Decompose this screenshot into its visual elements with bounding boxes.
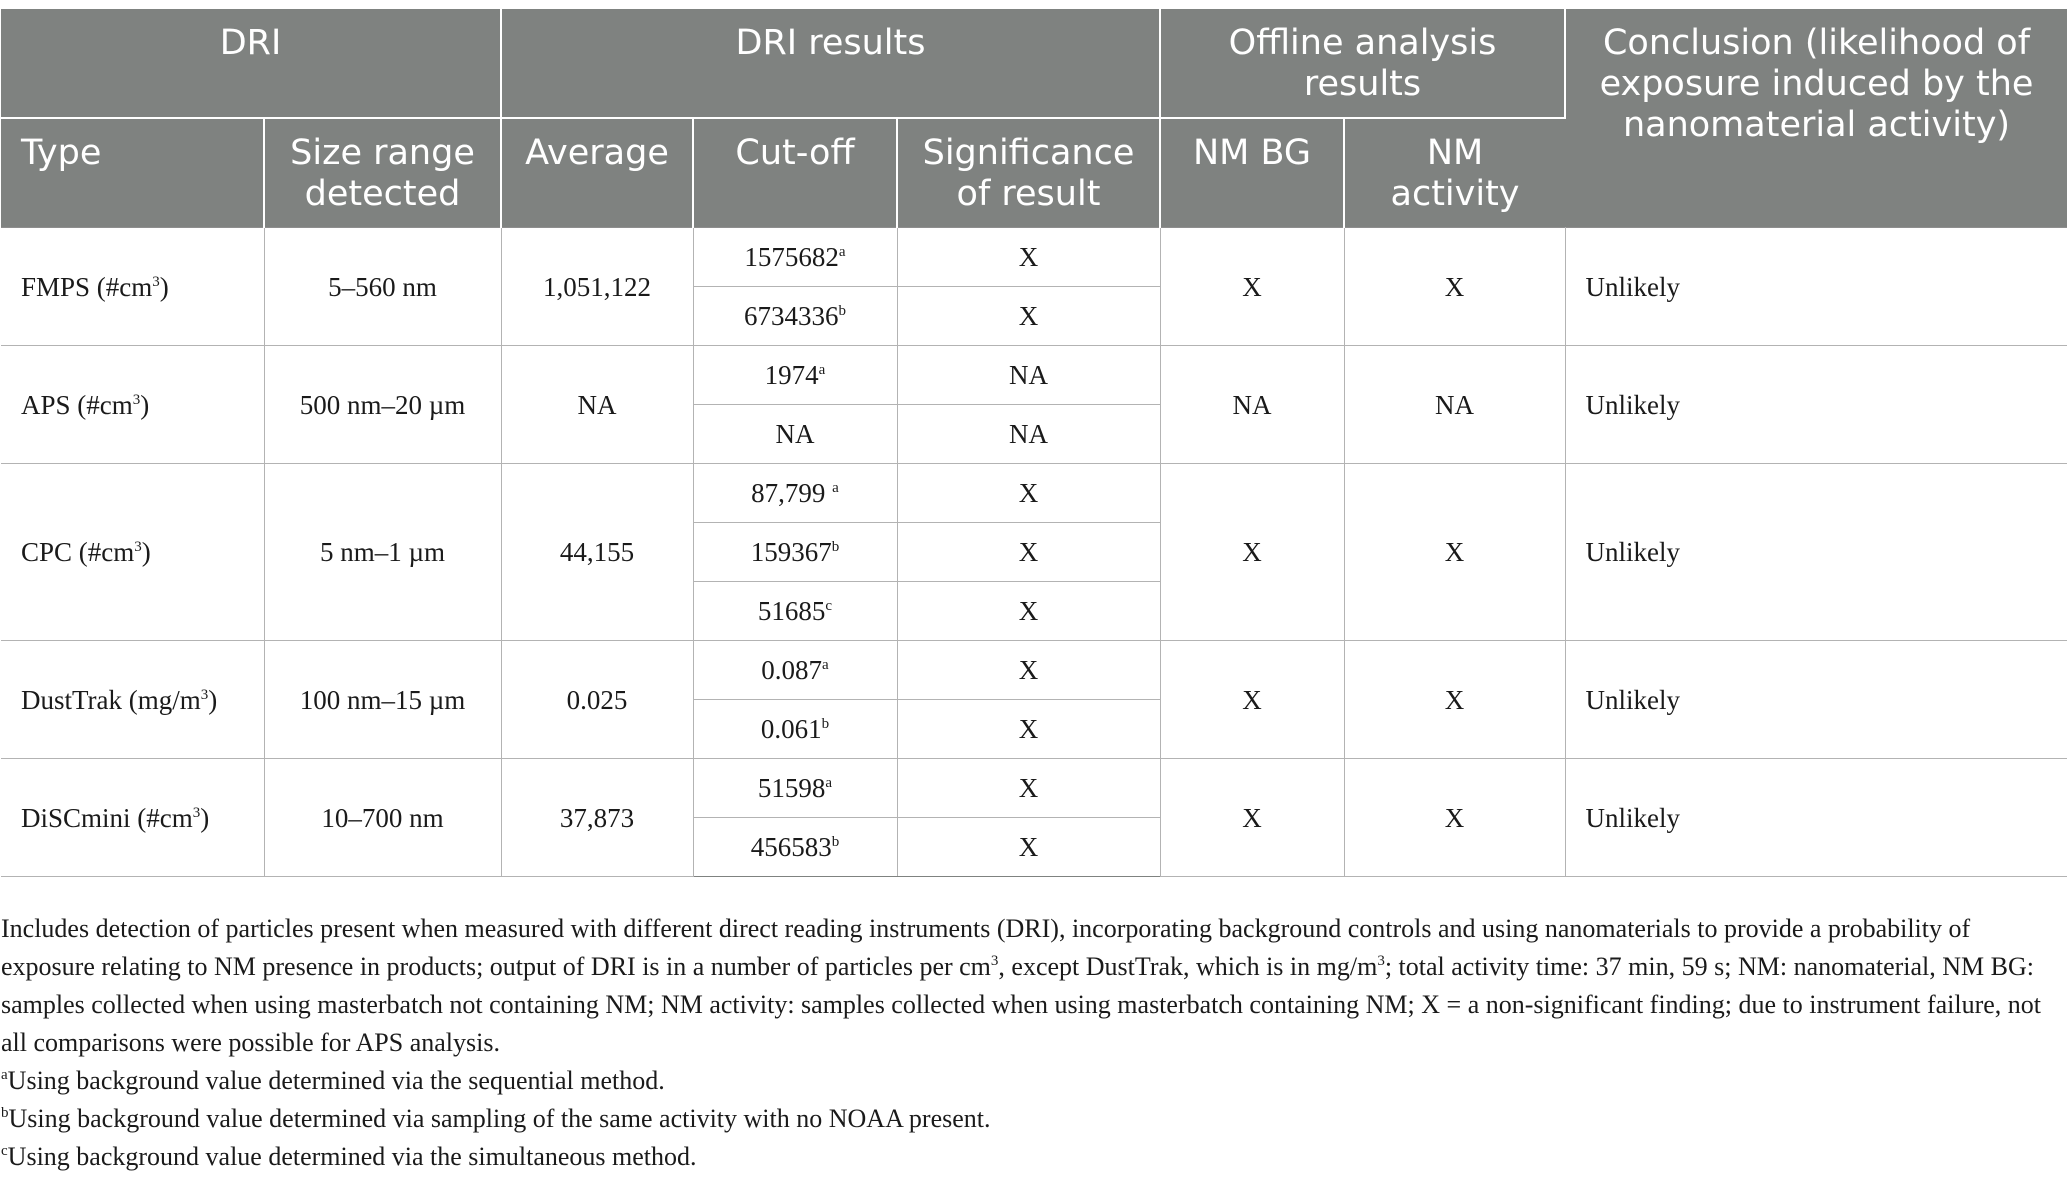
- cell-cutoff: 51598$^a$: [693, 759, 897, 818]
- table-row: [1, 759, 2067, 818]
- cell-average: 44,155: [501, 464, 693, 641]
- cell-cutoff: 0.087$^a$: [693, 641, 897, 700]
- cell-type: APS $(\#cm^3)$: [1, 346, 264, 464]
- cell-size: 5–560 nm: [264, 228, 501, 346]
- table-row: [1, 641, 2067, 700]
- cell-nm-activity: X: [1344, 759, 1565, 877]
- cell-nm-bg: X: [1160, 641, 1344, 759]
- cell-significance: X: [897, 818, 1160, 877]
- cell-significance: X: [897, 759, 1160, 818]
- cell-significance: X: [897, 228, 1160, 287]
- footnote-b: $^b$Using background value determined via sampling of the same activity with no NOAA present.: [1, 1104, 991, 1133]
- cell-nm-bg: X: [1160, 759, 1344, 877]
- header-significance: Significance of result: [897, 118, 1160, 228]
- cell-significance: X: [897, 287, 1160, 346]
- header-dri: DRI: [1, 9, 501, 118]
- cell-nm-activity: X: [1344, 464, 1565, 641]
- cell-significance: X: [897, 641, 1160, 700]
- cell-size: 100 nm–15 µm: [264, 641, 501, 759]
- table-row: [1, 464, 2067, 523]
- cell-average: 37,873: [501, 759, 693, 877]
- header-average: Average: [501, 118, 693, 228]
- cell-significance: X: [897, 464, 1160, 523]
- cell-nm-activity: X: [1344, 228, 1565, 346]
- header-dri-results: DRI results: [501, 9, 1160, 118]
- cell-significance: X: [897, 523, 1160, 582]
- cell-size: 5 nm–1 µm: [264, 464, 501, 641]
- cell-significance: NA: [897, 346, 1160, 405]
- cell-nm-activity: X: [1344, 641, 1565, 759]
- cell-cutoff: 159367$^b$: [693, 523, 897, 582]
- footnote-c: $^c$Using background value determined via the simultaneous method.: [1, 1142, 697, 1171]
- cell-cutoff: 1974$^a$: [693, 346, 897, 405]
- cell-average: 0.025: [501, 641, 693, 759]
- cell-type: DiSCmini $(\#cm^3)$: [1, 759, 264, 877]
- cell-nm-bg: X: [1160, 228, 1344, 346]
- cell-nm-bg: X: [1160, 464, 1344, 641]
- table-notes: [1, 910, 2061, 1176]
- cell-cutoff: NA: [693, 405, 897, 464]
- cell-size: 500 nm–20 µm: [264, 346, 501, 464]
- header-offline: Offline analysis results: [1160, 9, 1565, 118]
- cell-cutoff: 51685$^c$: [693, 582, 897, 641]
- cell-cutoff: 6734336$^b$: [693, 287, 897, 346]
- header-size-range: Size range detected: [264, 118, 501, 228]
- cell-average: NA: [501, 346, 693, 464]
- cell-cutoff: 456583$^b$: [693, 818, 897, 877]
- note-main: Includes detection of particles present when measured with different direct reading instruments (DRI), incorporating background controls and using nanomaterials to provide a probability of exposure relating to NM presence in products; output of DRI is in a number of particles per $cm^3$, except DustTrak, which is in $mg/m^3$; total activity time: 37 min, 59 s; NM: nanomaterial, NM BG: samples collected when using masterbatch not containing NM; NM activity: samples collected when using masterbatch containing NM; X = a non-significant finding; due to instrument failure, not all comparisons were possible for APS analysis.: [1, 914, 2042, 1057]
- cell-size: 10–700 nm: [264, 759, 501, 877]
- cell-nm-activity: NA: [1344, 346, 1565, 464]
- cell-type: CPC $(\#cm^3)$: [1, 464, 264, 641]
- cell-conclusion: Unlikely: [1565, 464, 2067, 641]
- cell-significance: X: [897, 700, 1160, 759]
- cell-nm-bg: NA: [1160, 346, 1344, 464]
- cell-average: 1,051,122: [501, 228, 693, 346]
- results-table: [1, 9, 2067, 877]
- table-row: [1, 228, 2067, 287]
- cell-significance: X: [897, 582, 1160, 641]
- cell-cutoff: 87,799 $^a$: [693, 464, 897, 523]
- header-conclusion: Conclusion (likelihood of exposure induced by the nanomaterial activity): [1565, 9, 2067, 228]
- header-type: Type: [1, 118, 264, 228]
- header-nm-bg: NM BG: [1160, 118, 1344, 228]
- cell-conclusion: Unlikely: [1565, 228, 2067, 346]
- header-cutoff: Cut-off: [693, 118, 897, 228]
- cell-type: DustTrak $(mg/m^3)$: [1, 641, 264, 759]
- cell-significance: NA: [897, 405, 1160, 464]
- cell-cutoff: 0.061$^b$: [693, 700, 897, 759]
- table-row: [1, 346, 2067, 405]
- cell-cutoff: 1575682$^a$: [693, 228, 897, 287]
- cell-conclusion: Unlikely: [1565, 641, 2067, 759]
- cell-type: FMPS $(\#cm^3)$: [1, 228, 264, 346]
- cell-conclusion: Unlikely: [1565, 346, 2067, 464]
- cell-conclusion: Unlikely: [1565, 759, 2067, 877]
- footnote-a: $^a$Using background value determined via the sequential method.: [1, 1066, 665, 1095]
- header-nm-activity: NM activity: [1344, 118, 1565, 228]
